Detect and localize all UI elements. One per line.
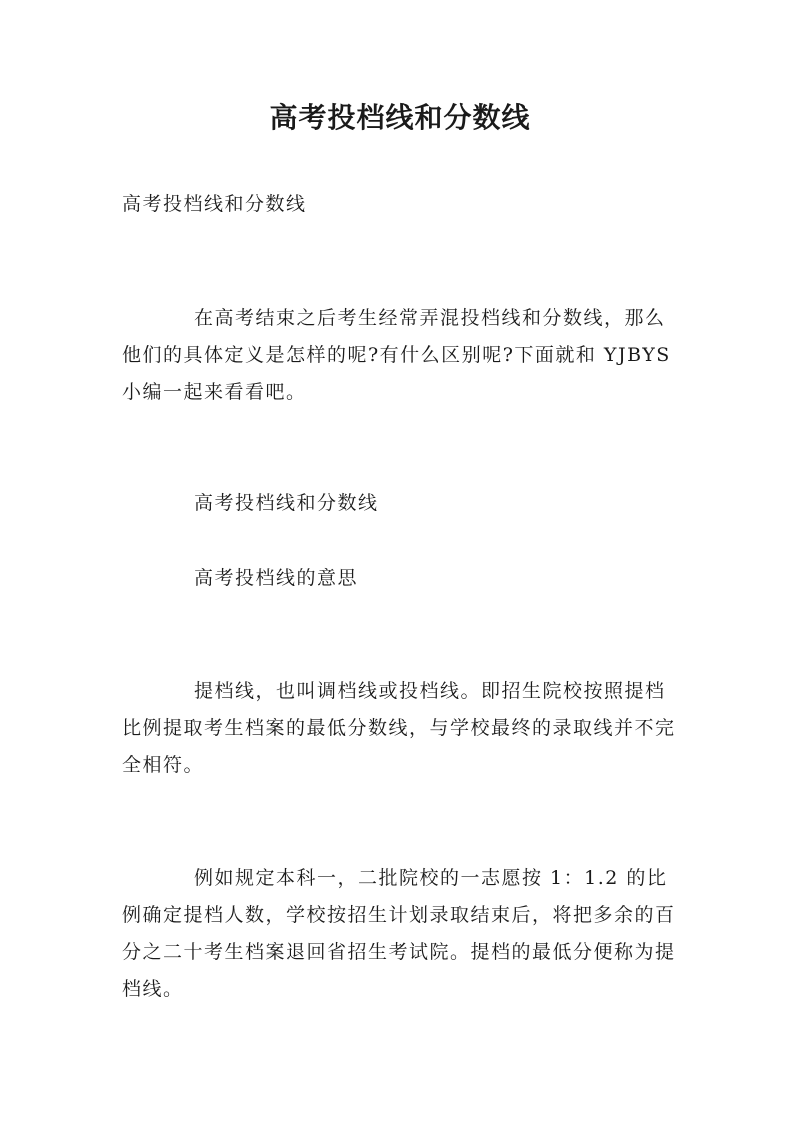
document-title: 高考投档线和分数线 [269, 101, 531, 134]
paragraph-intro: 在高考结束之后考生经常弄混投档线和分数线，那么他们的具体定义是怎样的呢?有什么区别呢?下面就和 YJBYS 小编一起来看看吧。 [122, 307, 671, 403]
paragraph-heading-1: 高考投档线和分数线 [194, 492, 379, 514]
paragraph-example: 例如规定本科一，二批院校的一志愿按 1：1.2 的比例确定提档人数，学校按招生计划录取结束后，将把多余的百分之二十考生档案退回省招生考试院。提档的最低分便称为提档线。 [122, 867, 676, 1000]
paragraph-subtitle: 高考投档线和分数线 [122, 193, 307, 215]
paragraph-heading-2: 高考投档线的意思 [194, 567, 359, 589]
paragraph-definition: 提档线，也叫调档线或投档线。即招生院校按照提档比例提取考生档案的最低分数线，与学校最终的录取线并不完全相符。 [122, 680, 676, 776]
